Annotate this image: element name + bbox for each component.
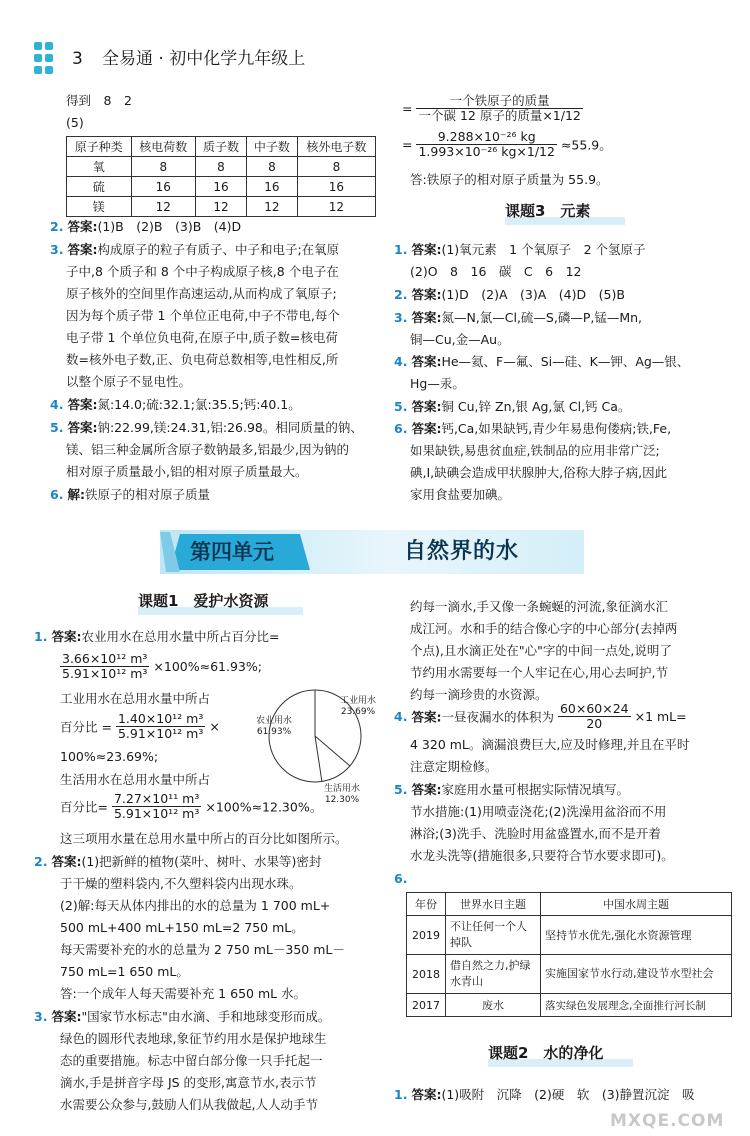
- table-cell: 落实绿色发展理念,全面推行河长制: [541, 994, 732, 1017]
- text-line: Hg—汞。: [410, 376, 465, 391]
- answer-1: [34, 628, 279, 646]
- pie-label: 生活用水: [324, 784, 361, 794]
- table-row: [67, 197, 376, 217]
- lesson-2-heading: [488, 1042, 633, 1068]
- table-header: 年份: [407, 893, 446, 916]
- text-line: 电子带 1 个单位负电荷,在原子中,质子数=核电荷: [66, 330, 338, 345]
- formula-ind: [60, 712, 220, 741]
- pie-label: 农业用水: [256, 716, 293, 726]
- page-title: 全易通 · 初中化学九年级上: [102, 49, 306, 69]
- watermark: MXQE.COM: [610, 1111, 725, 1131]
- answer-2: [394, 286, 625, 304]
- table-cell: 12: [246, 197, 297, 217]
- answer-3: [394, 309, 642, 327]
- formula-result: ×100%≈12.30%。: [205, 799, 323, 815]
- answer-5: [394, 781, 629, 799]
- table-row: [67, 157, 376, 177]
- question-number: 2.: [394, 287, 408, 302]
- lesson-1-heading: [138, 590, 303, 616]
- fraction-denominator: 一个碳 12 原子的质量×1/12: [418, 108, 581, 123]
- page-number: 3: [72, 49, 83, 69]
- table-row: [67, 177, 376, 197]
- answer-label: 解:: [67, 487, 85, 502]
- text-line: 碘,I,缺碘会造成甲状腺肿大,俗称大脖子病,因此: [410, 465, 668, 480]
- text-line: (2)O 8 16 碳 C 6 12: [410, 264, 582, 279]
- answer-2: [50, 218, 241, 236]
- table-cell: 废水: [446, 994, 541, 1017]
- table-cell: 8: [196, 157, 247, 177]
- formula-label: 百分比 =: [60, 719, 112, 735]
- text-line: 镁、铝三种金属所含原子数钠最多,铝最少,因为钠的: [66, 442, 349, 457]
- table-header-row: [67, 137, 376, 157]
- text-line: 滴水,手是拼音字母 JS 的变形,寓意节水,表示节: [60, 1075, 317, 1090]
- table-cell: 8: [246, 157, 297, 177]
- text-line: 水龙头洗等(措施很多,只要符合节水要求即可)。: [410, 848, 674, 863]
- text-line: 每天需要补充的水的总量为 2 750 mL－350 mL－: [60, 942, 345, 957]
- formula-result: ×1 mL=: [634, 709, 687, 724]
- answer-label: 答案:: [411, 1087, 442, 1102]
- formula-mass-ratio: = $\frac{\text{一个铁原子的质量}}{\text{一个碳 12 原子的质量×1/12}}$: [402, 93, 581, 123]
- unit-title: 自然界的水: [404, 539, 520, 564]
- text-line: 原子核外的空间里作高速运动,从而构成了氧原子;: [66, 286, 337, 301]
- answer-text: He—氦、F—氟、Si—硅、K—钾、Ag—银、: [441, 354, 690, 369]
- text-line: 水需要公众参与,鼓励人们从我做起,人人动手节: [60, 1097, 318, 1112]
- answer-label: 答案:: [411, 287, 442, 302]
- answer-text: (1)吸附 沉降 (2)硬 软 (3)静置沉淀 吸: [441, 1087, 695, 1102]
- answer-text: 氮:14.0;硫:32.1;氯:35.5;钙:40.1。: [97, 397, 301, 412]
- text-line: 淋浴;(3)洗手、洗脸时用盆盛置水,而不是开着: [410, 826, 661, 841]
- text-line: 这三项用水量在总用水量中所占的百分比如图所示。: [60, 831, 348, 846]
- formula-result: ×100%≈61.93%;: [153, 659, 262, 674]
- answer-label: 答案:: [67, 397, 98, 412]
- table-header-row: [407, 893, 732, 916]
- table-cell: 坚持节水优先,强化水资源管理: [541, 916, 732, 955]
- pie-label-dom: [324, 784, 360, 806]
- table-cell: 12: [196, 197, 247, 217]
- answer-5: [50, 419, 363, 437]
- pie-value: 12.30%: [324, 795, 360, 805]
- text-line: 个点),且水滴正处在"心"字的中间一点处,说明了: [410, 643, 672, 658]
- answer-4: [50, 396, 301, 414]
- text-line: 绿色的圆形代表地球,象征节约用水是保护地球生: [60, 1031, 327, 1046]
- question-number: 1.: [34, 629, 48, 644]
- table-cell: 镁: [67, 197, 132, 217]
- answer-text: 钙,Ca,如果缺钙,青少年易患佝偻病;铁,Fe,: [441, 421, 672, 436]
- answer-text: 农业用水在总用水量中所占百分比=: [81, 629, 280, 644]
- text-line: 铜—Cu,金—Au。: [410, 332, 510, 347]
- answer-text: (1)氧元素 1 个氧原子 2 个氢原子: [441, 242, 646, 257]
- answer-6: [50, 486, 210, 504]
- pie-value: 23.69%: [340, 707, 376, 717]
- table-cell: 借自然之力,护绿水青山: [446, 955, 541, 994]
- text-line: 数=核外电子数,正、负电荷总数相等,电性相反,所: [66, 352, 339, 367]
- answer-text: 构成原子的粒子有质子、中子和电子;在氧原: [97, 242, 340, 257]
- question-number: 6.: [394, 871, 408, 886]
- fraction-numerator: 60×60×24: [559, 701, 629, 716]
- answer-3: [34, 1008, 330, 1026]
- answer-label: 答案:: [411, 354, 442, 369]
- answer-label: 答案:: [51, 854, 82, 869]
- text-line: (2)解:每天从体内排出的水的总量为 1 700 mL+: [60, 898, 331, 913]
- text-line: 以整个原子不显电性。: [66, 374, 192, 389]
- fraction-numerator: 3.66×10¹² m³: [62, 651, 148, 666]
- table-cell: 不让任何一个人掉队: [446, 916, 541, 955]
- question-number: 4.: [50, 397, 64, 412]
- unit-label: 第四单元: [190, 540, 274, 564]
- table-cell: 氧: [67, 157, 132, 177]
- text-line: 因为每个质子带 1 个单位正电荷,中子不带电,每个: [66, 308, 340, 323]
- formula-dom: [60, 792, 322, 821]
- answer-1: [394, 1086, 695, 1104]
- answer-text: (1)把新鲜的植物(菜叶、树叶、水果等)密封: [81, 854, 322, 869]
- answer-label: 答案:: [411, 421, 442, 436]
- question-number: 6.: [50, 487, 64, 502]
- answer-text: 钠:22.99,镁:24.31,铝:26.98。相同质量的钠、: [97, 420, 363, 435]
- formula-label: 百分比=: [60, 799, 108, 815]
- formula-operator: ×: [209, 719, 220, 734]
- fraction-denominator: 5.91×10¹² m³: [117, 726, 204, 741]
- answer-label: 答案:: [51, 1009, 82, 1024]
- water-theme-table: [406, 892, 732, 1017]
- table-cell: 硫: [67, 177, 132, 197]
- table-row: [407, 955, 732, 994]
- section-title: 课题2 水的净化: [488, 1044, 604, 1062]
- pie-divider: [315, 736, 322, 782]
- question-number: 3.: [394, 310, 408, 325]
- answer-4: [394, 702, 687, 731]
- fraction-numerator: 7.27×10¹¹ m³: [113, 791, 200, 806]
- answer-label: 答案:: [67, 242, 98, 257]
- atom-table: [66, 136, 376, 217]
- fraction-denominator: 1.993×10⁻²⁶ kg×1/12: [418, 144, 555, 159]
- pie-label: 工业用水: [340, 696, 377, 706]
- fraction-denominator: 5.91×10¹² m³: [113, 806, 200, 821]
- answer-text: 铜 Cu,锌 Zn,银 Ag,氯 Cl,钙 Ca。: [441, 399, 631, 414]
- table-cell: 8: [131, 157, 196, 177]
- section-title: 课题3 元素: [505, 202, 591, 220]
- text-line: 工业用水在总用水量中所占: [60, 691, 211, 706]
- formula-mass-value: = $\frac{\text{9.288×10⁻²⁶ kg}}{\text{1.993×10⁻²⁶ kg×1/12}}$ ≈55.9。: [402, 129, 612, 159]
- answer-text: (1)B (2)B (3)B (4)D: [97, 219, 242, 234]
- fraction-numerator: 9.288×10⁻²⁶ kg: [416, 130, 556, 145]
- answer-text: 一昼夜漏水的体积为: [441, 709, 554, 725]
- table-cell: 12: [131, 197, 196, 217]
- table-cell: 2017: [407, 994, 446, 1017]
- text-line: 注意定期检修。: [410, 759, 498, 774]
- question-number: 5.: [50, 420, 64, 435]
- table-header: 核电荷数: [131, 137, 196, 157]
- text-line: (5): [66, 115, 84, 130]
- answer-text: (1)D (2)A (3)A (4)D (5)B: [441, 287, 625, 302]
- answer-label: 答案:: [51, 629, 82, 644]
- table-cell: 实施国家节水行动,建设节水型社会: [541, 955, 732, 994]
- lesson-3-heading: [505, 200, 625, 226]
- table-cell: 12: [297, 197, 375, 217]
- text-line: 家用食盐要加碘。: [410, 487, 511, 502]
- pie-divider: [315, 736, 350, 766]
- table-cell: 2019: [407, 916, 446, 955]
- question-number: 4.: [394, 709, 408, 724]
- table-header: 世界水日主题: [446, 893, 541, 916]
- answer-label: 答案:: [411, 399, 442, 414]
- table-cell: 16: [196, 177, 247, 197]
- table-cell: 16: [246, 177, 297, 197]
- text-line: 750 mL=1 650 mL。: [60, 964, 189, 979]
- text-line: 100%≈23.69%;: [60, 749, 159, 764]
- answer-label: 答案:: [411, 709, 442, 725]
- answer-label: 答案:: [411, 782, 442, 797]
- answer-label: 答案:: [411, 310, 442, 325]
- question-number: 3.: [34, 1009, 48, 1024]
- question-number: 1.: [394, 242, 408, 257]
- fraction-numerator: 1.40×10¹² m³: [117, 711, 204, 726]
- answer-1: [394, 241, 646, 259]
- question-number: 3.: [50, 242, 64, 257]
- text-line: 生活用水在总用水量中所占: [60, 772, 211, 787]
- table-header: 核外电子数: [297, 137, 375, 157]
- table-cell: 16: [131, 177, 196, 197]
- question-number: 2.: [34, 854, 48, 869]
- question-number: 5.: [394, 399, 408, 414]
- text-line: 子中,8 个质子和 8 个中子构成原子核,8 个电子在: [66, 264, 339, 279]
- table-row: [407, 994, 732, 1017]
- table-header: 中国水周主题: [541, 893, 732, 916]
- answer-4: [394, 353, 689, 371]
- pie-label-ind: [340, 696, 376, 718]
- text-line: 得到 8 2: [66, 93, 132, 108]
- answer-3: [50, 241, 339, 259]
- formula-result: ≈55.9。: [560, 137, 612, 153]
- text-line: 态的重要措施。标志中留白部分像一只手托起一: [60, 1053, 323, 1068]
- question-number: 5.: [394, 782, 408, 797]
- text-line: 约每一滴水,手又像一条蜿蜒的河流,象征滴水汇: [410, 599, 668, 614]
- text-line: 于干燥的塑料袋内,不久塑料袋内出现水珠。: [60, 876, 302, 891]
- answer-label: 答案:: [67, 420, 98, 435]
- answer-text: 氮—N,氯—Cl,硫—S,磷—P,锰—Mn,: [441, 310, 643, 325]
- fraction-denominator: 20: [586, 716, 603, 731]
- unit-banner: [160, 524, 584, 580]
- fraction-numerator: 一个铁原子的质量: [416, 94, 582, 109]
- answer-text: 铁原子的相对原子质量: [84, 487, 210, 502]
- answer-label: 答案:: [67, 219, 98, 234]
- table-header: 中子数: [246, 137, 297, 157]
- table-header: 质子数: [196, 137, 247, 157]
- question-number: 4.: [394, 354, 408, 369]
- corner-logo-icon: [34, 42, 60, 76]
- table-header: 原子种类: [67, 137, 132, 157]
- pie-label-agri: [256, 716, 292, 738]
- answer-2: [34, 853, 321, 871]
- answer-text: "国家节水标志"由水滴、手和地球变形而成。: [81, 1009, 331, 1024]
- table-row: [407, 916, 732, 955]
- section-title: 课题1 爱护水资源: [138, 592, 269, 610]
- text-line: 4 320 mL。滴漏浪费巨大,应及时修理,并且在平时: [410, 737, 690, 752]
- pie-value: 61.93%: [256, 727, 292, 737]
- text-line: 节约用水需要每一个人牢记在心,用心去呵护,节: [410, 665, 668, 680]
- answer-label: 答案:: [411, 242, 442, 257]
- text-line: 500 mL+400 mL+150 mL=2 750 mL。: [60, 920, 304, 935]
- text-line: 节水措施:(1)用喷壶浇花;(2)洗澡用盆浴而不用: [410, 804, 667, 819]
- text-line: 答:铁原子的相对原子质量为 55.9。: [410, 172, 609, 187]
- table-cell: 16: [297, 177, 375, 197]
- text-line: 如果缺铁,易患贫血症,铁制品的应用非常广泛;: [410, 443, 660, 458]
- text-line: 约每一滴珍贵的水资源。: [410, 687, 548, 702]
- answer-6: [394, 420, 671, 438]
- answer-5: [394, 398, 630, 416]
- text-line: 成江河。水和手的结合像心字的中心部分(去掉两: [410, 621, 678, 636]
- question-number: 2.: [50, 219, 64, 234]
- table-cell: 8: [297, 157, 375, 177]
- answer-text: 家庭用水量可根据实际情况填写。: [441, 782, 629, 797]
- formula-agri: [60, 652, 262, 681]
- question-number: 1.: [394, 1087, 408, 1102]
- table-cell: 2018: [407, 955, 446, 994]
- fraction-denominator: 5.91×10¹² m³: [62, 666, 148, 681]
- text-line: 答:一个成年人每天需要补充 1 650 mL 水。: [60, 986, 307, 1001]
- question-number: 6.: [394, 421, 408, 436]
- text-line: 相对原子质量最小,铝的相对原子质量最大。: [66, 464, 308, 479]
